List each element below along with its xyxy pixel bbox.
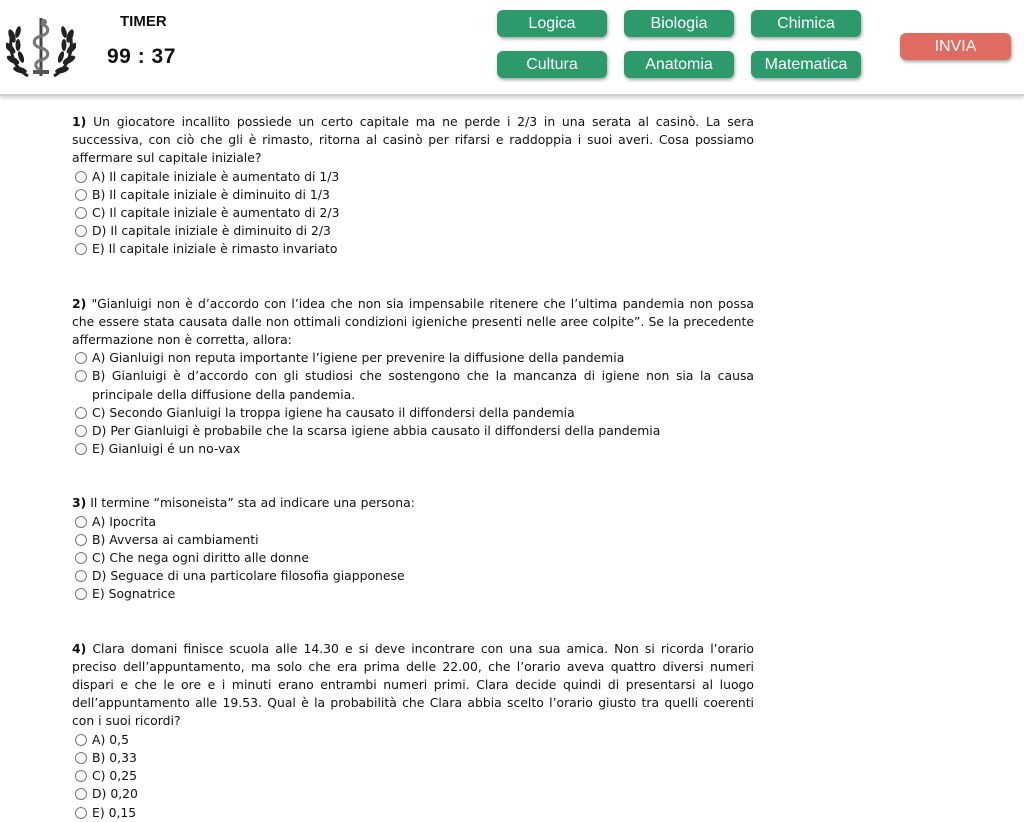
question-number: 2): [72, 295, 87, 311]
question-text: [72, 494, 754, 512]
radio-button[interactable]: [75, 171, 87, 183]
answer-option[interactable]: [72, 422, 754, 440]
invia-submit-button[interactable]: INVIA: [900, 33, 1011, 60]
answer-options: [72, 168, 754, 259]
radio-button[interactable]: [75, 516, 87, 528]
answer-option[interactable]: [72, 531, 754, 549]
answer-option[interactable]: [72, 804, 754, 822]
option-label: A) Ipocrita: [92, 513, 157, 529]
answer-option[interactable]: [72, 404, 754, 422]
option-label: E) Sognatrice: [92, 586, 176, 602]
question-2: [72, 295, 754, 459]
option-label: B) Avversa ai cambiamenti: [92, 531, 259, 547]
answer-option[interactable]: [72, 440, 754, 458]
radio-button[interactable]: [75, 570, 87, 582]
radio-button[interactable]: [75, 788, 87, 800]
answer-option[interactable]: [72, 767, 754, 785]
option-label: C) 0,25: [92, 768, 138, 784]
chimica-button[interactable]: Chimica: [751, 10, 861, 37]
answer-option[interactable]: [72, 567, 754, 585]
option-label: D) Il capitale iniziale è diminuito di 2/3: [92, 223, 331, 239]
question-number: 1): [72, 114, 87, 129]
radio-button[interactable]: [75, 534, 87, 546]
question-body: Un giocatore incallito possiede un certo capitale ma ne perde i 2/3 in una serata al casinò. La sera successiva, con ciò che gli è rimasto, ritorna al casinò per rifarsi e raddoppia i suoi averi. Cosa possiamo affermare sul capitale iniziale?: [72, 114, 754, 166]
option-label: E) Il capitale iniziale è rimasto invariato: [92, 241, 338, 257]
radio-button[interactable]: [75, 407, 87, 419]
question-body: Clara domani finisce scuola alle 14.30 e si deve incontrare con una sua amica. Non si ricorda l’orario preciso dell’appuntamento, ma solo che era prima delle 22.00, che l’orario aveva quattro diversi numeri dispari e che le ore e i minuti erano entrambi numeri primi. Clara decide quindi di presentarsi al luogo dell’appuntamento alle 19.53. Qual è la probabilità che Clara abbia scelto l’orario giusto tra quelli coerenti con i suoi ricordi?: [72, 640, 754, 729]
radio-button[interactable]: [75, 207, 87, 219]
caduceus-laurel-logo: [6, 10, 76, 82]
option-label: A) Gianluigi non reputa importante l’igiene per prevenire la diffusione della pandemia: [92, 350, 625, 366]
option-label: C) Il capitale iniziale è aumentato di 2/3: [92, 205, 340, 221]
answer-option[interactable]: [72, 186, 754, 204]
answer-options: [72, 513, 754, 604]
answer-option[interactable]: [72, 513, 754, 531]
questions-list: [72, 113, 754, 822]
question-1: [72, 113, 754, 259]
radio-button[interactable]: [75, 352, 87, 364]
option-label: B) 0,33: [92, 749, 137, 765]
radio-button[interactable]: [75, 370, 87, 382]
question-text: [72, 113, 754, 168]
radio-button[interactable]: [75, 425, 87, 437]
anatomia-button[interactable]: Anatomia: [624, 51, 734, 78]
logica-button[interactable]: Logica: [497, 10, 607, 37]
option-label: E) Gianluigi é un no-vax: [92, 441, 241, 457]
radio-button[interactable]: [75, 189, 87, 201]
option-label: A) Il capitale iniziale è aumentato di 1/3: [92, 168, 340, 184]
cultura-button[interactable]: Cultura: [497, 51, 607, 78]
timer-value: 99 : 37: [107, 45, 176, 68]
answer-option[interactable]: [72, 204, 754, 222]
answer-option[interactable]: [72, 367, 754, 403]
question-text: [72, 640, 754, 731]
question-number: 3): [72, 495, 87, 511]
biologia-button[interactable]: Biologia: [624, 10, 734, 37]
radio-button[interactable]: [75, 770, 87, 782]
question-4: [72, 640, 754, 822]
option-label: B) Il capitale iniziale è diminuito di 1/3: [92, 186, 330, 202]
answer-option[interactable]: [72, 222, 754, 240]
answer-options: [72, 349, 754, 458]
question-3: [72, 494, 754, 603]
answer-option[interactable]: [72, 349, 754, 367]
option-label: D) Per Gianluigi è probabile che la scarsa igiene abbia causato il diffondersi della pandemia: [92, 423, 661, 439]
answer-option[interactable]: [72, 749, 754, 767]
question-body: "Gianluigi non è d’accordo con l’idea che non sia impensabile ritenere che l’ultima pandemia non possa che essere stata causata dalle non ottimali condizioni igieniche presenti nelle aree colpite”. Se la precedente affermazione non è corretta, allora:: [72, 295, 754, 348]
option-label: D) 0,20: [92, 786, 138, 802]
option-label: A) 0,5: [92, 731, 129, 747]
answer-option[interactable]: [72, 731, 754, 749]
question-text: [72, 295, 754, 350]
answer-option[interactable]: [72, 240, 754, 258]
answer-option[interactable]: [72, 549, 754, 567]
answer-options: [72, 731, 754, 822]
radio-button[interactable]: [75, 225, 87, 237]
radio-button[interactable]: [75, 588, 87, 600]
top-bar: [0, 0, 1024, 96]
option-label: C) Che nega ogni diritto alle donne: [92, 550, 309, 566]
radio-button[interactable]: [75, 552, 87, 564]
radio-button[interactable]: [75, 443, 87, 455]
answer-option[interactable]: [72, 585, 754, 603]
option-label: C) Secondo Gianluigi la troppa igiene ha causato il diffondersi della pandemia: [92, 404, 575, 420]
radio-button[interactable]: [75, 752, 87, 764]
option-label: E) 0,15: [92, 804, 137, 820]
radio-button[interactable]: [75, 734, 87, 746]
question-body: Il termine “misoneista” sta ad indicare una persona:: [90, 495, 415, 511]
matematica-button[interactable]: Matematica: [751, 51, 861, 78]
timer-label: TIMER: [120, 13, 167, 30]
radio-button[interactable]: [75, 807, 87, 819]
radio-button[interactable]: [75, 243, 87, 255]
option-label: B) Gianluigi è d’accordo con gli studiosi che sostengono che la mancanza di igiene non sia la causa principale della diffusione della pandemia.: [92, 368, 754, 402]
option-label: D) Seguace di una particolare filosofia giapponese: [92, 568, 405, 584]
question-number: 4): [72, 640, 87, 656]
answer-option[interactable]: [72, 168, 754, 186]
answer-option[interactable]: [72, 785, 754, 803]
